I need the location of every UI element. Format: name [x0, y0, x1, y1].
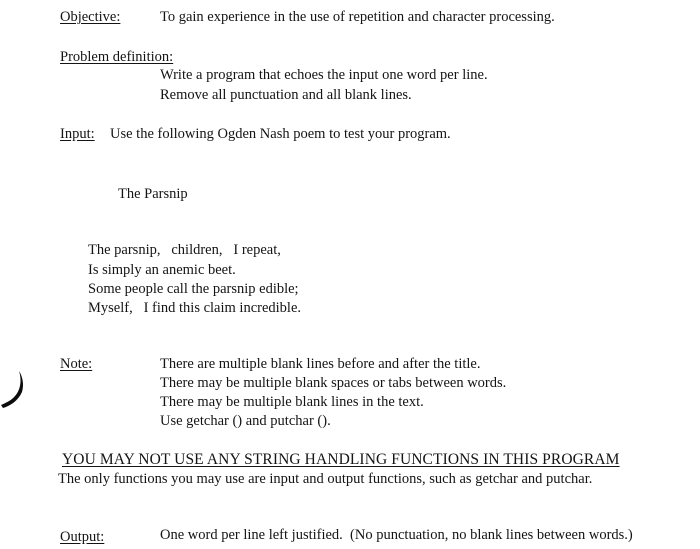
input-label: Input:: [60, 126, 95, 142]
note-line-1: There are multiple blank lines before and after the title.: [160, 356, 481, 372]
warning-heading: YOU MAY NOT USE ANY STRING HANDLING FUNCTIONS IN THIS PROGRAM: [62, 451, 620, 468]
problem-line-2: Remove all punctuation and all blank lines.: [160, 87, 412, 103]
poem-line-1: The parsnip, children, I repeat,: [88, 242, 281, 258]
problem-definition-label: Problem definition:: [60, 49, 174, 65]
note-line-2: There may be multiple blank spaces or tabs between words.: [160, 375, 507, 391]
pen-mark-icon: [0, 368, 24, 408]
poem-line-2: Is simply an anemic beet.: [88, 262, 236, 278]
poem-line-4: Myself, I find this claim incredible.: [88, 300, 302, 316]
poem-line-3: Some people call the parsnip edible;: [88, 281, 299, 297]
input-text: Use the following Ogden Nash poem to test your program.: [110, 126, 451, 142]
problem-line-1: Write a program that echoes the input one word per line.: [160, 67, 488, 83]
output-text: One word per line left justified. (No punctuation, no blank lines between words.): [160, 527, 633, 543]
note-line-4: Use getchar () and putchar ().: [160, 413, 331, 429]
note-label: Note:: [60, 356, 93, 372]
objective-label: Objective:: [60, 9, 121, 25]
objective-text: To gain experience in the use of repetition and character processing.: [160, 9, 555, 25]
output-label: Output:: [60, 529, 105, 545]
poem-title: The Parsnip: [118, 186, 188, 202]
warning-text: The only functions you may use are input and output functions, such as getchar and putchar.: [58, 471, 593, 487]
note-line-3: There may be multiple blank lines in the text.: [160, 394, 424, 410]
